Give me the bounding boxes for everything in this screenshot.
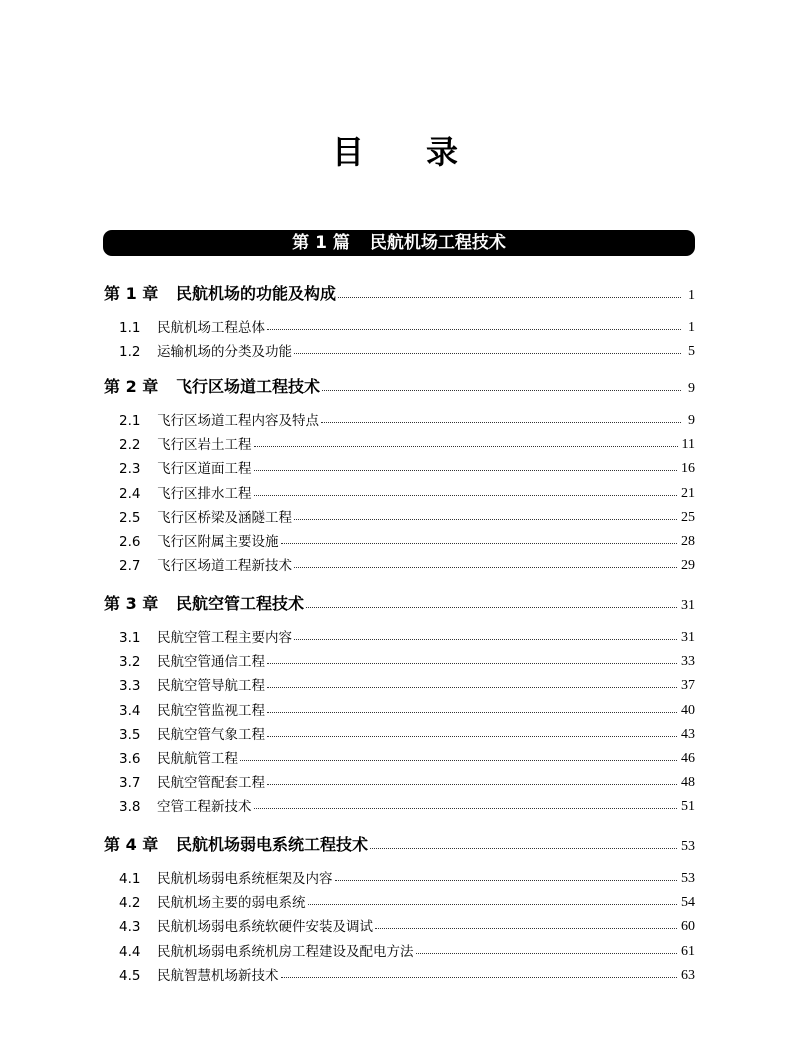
section-title: 民航空管工程主要内容 xyxy=(157,630,292,646)
toc-chapter-entry[interactable] xyxy=(104,833,695,855)
page-number: 5 xyxy=(688,344,695,360)
toc-section-entry[interactable] xyxy=(119,648,695,670)
page-number: 16 xyxy=(681,461,695,477)
dot-leader xyxy=(322,389,681,391)
chapter-number: 第 3 章 xyxy=(104,594,159,613)
chapter-number: 第 1 章 xyxy=(104,284,159,303)
dot-leader xyxy=(267,783,677,785)
toc-section-entry[interactable] xyxy=(119,407,695,429)
toc-section-entry[interactable] xyxy=(119,504,695,526)
section-number: 4.3 xyxy=(119,919,141,936)
dot-leader xyxy=(294,566,677,568)
section-number: 3.6 xyxy=(119,751,141,767)
section-title: 飞行区场道工程新技术 xyxy=(157,558,292,575)
dot-leader xyxy=(281,542,678,544)
toc-section-entry[interactable] xyxy=(119,431,695,453)
toc-section-entry[interactable] xyxy=(119,455,695,477)
page-number: 63 xyxy=(681,967,695,983)
section-number: 2.4 xyxy=(119,485,141,502)
section-title: 民航机场主要的弱电系统 xyxy=(157,895,306,912)
toc-section-entry[interactable] xyxy=(119,338,695,360)
page-number: 61 xyxy=(681,943,695,959)
section-number: 1.2 xyxy=(119,344,141,361)
section-number: 2.3 xyxy=(119,461,141,478)
section-title: 民航空管导航工程 xyxy=(157,678,265,695)
section-title: 运输机场的分类及功能 xyxy=(157,344,292,361)
page-number: 31 xyxy=(681,630,695,645)
section-number: 4.5 xyxy=(119,967,141,984)
section-title: 空管工程新技术 xyxy=(157,799,252,816)
section-title: 民航机场工程总体 xyxy=(157,320,265,336)
section-title: 民航机场弱电系统机房工程建设及配电方法 xyxy=(157,943,414,960)
toc-section-entry[interactable] xyxy=(119,624,695,646)
page-number: 43 xyxy=(681,726,695,742)
toc-section-entry[interactable] xyxy=(119,769,695,791)
section-title: 民航空管气象工程 xyxy=(157,726,265,743)
section-number: 3.3 xyxy=(119,678,141,695)
toc-section-entry[interactable] xyxy=(119,480,695,502)
dot-leader xyxy=(335,879,678,881)
page-number: 11 xyxy=(681,437,695,453)
dot-leader xyxy=(306,606,677,608)
dot-leader xyxy=(254,807,678,809)
toc-section-entry[interactable] xyxy=(119,889,695,911)
chapter-title: 民航机场的功能及构成 xyxy=(176,284,337,303)
page-number: 1 xyxy=(688,320,695,335)
dot-leader xyxy=(294,352,681,354)
section-number: 4.2 xyxy=(119,895,141,912)
section-title: 民航机场弱电系统软硬件安装及调试 xyxy=(157,919,373,936)
dot-leader xyxy=(267,711,677,713)
dot-leader xyxy=(240,759,677,761)
toc-section-entry[interactable] xyxy=(119,938,695,960)
page-number: 33 xyxy=(681,654,695,670)
dot-leader xyxy=(267,686,677,688)
page-title xyxy=(0,130,790,174)
page-number: 28 xyxy=(681,534,695,549)
title-char-1: 目 xyxy=(331,133,364,171)
section-title: 民航空管配套工程 xyxy=(157,775,265,792)
section-title: 飞行区岩土工程 xyxy=(157,437,252,454)
toc-section-entry[interactable] xyxy=(119,672,695,694)
toc-section-entry[interactable] xyxy=(119,793,695,815)
dot-leader xyxy=(375,927,677,929)
section-title: 飞行区桥梁及涵隧工程 xyxy=(157,509,292,526)
section-title: 飞行区场道工程内容及特点 xyxy=(157,413,319,429)
page-number: 60 xyxy=(681,919,695,935)
dot-leader xyxy=(254,494,678,496)
section-number: 1.1 xyxy=(119,320,141,336)
dot-leader xyxy=(294,638,677,640)
toc-section-entry[interactable] xyxy=(119,721,695,743)
page-number: 9 xyxy=(688,381,695,396)
section-number: 4.4 xyxy=(119,943,141,960)
dot-leader xyxy=(254,445,678,447)
dot-leader xyxy=(308,903,678,905)
part-title: 民航机场工程技术 xyxy=(369,233,506,253)
page-number: 46 xyxy=(681,751,695,766)
page-number: 25 xyxy=(681,509,695,525)
toc-section-entry[interactable] xyxy=(119,552,695,574)
section-number: 3.4 xyxy=(119,702,141,719)
toc-section-entry[interactable] xyxy=(119,528,695,550)
chapter-number: 第 4 章 xyxy=(104,835,159,854)
page-number: 48 xyxy=(681,775,695,791)
dot-leader xyxy=(321,421,681,423)
toc-chapter-entry[interactable] xyxy=(104,375,695,397)
section-number: 3.7 xyxy=(119,775,141,792)
section-number: 2.5 xyxy=(119,509,141,526)
section-title: 民航空管通信工程 xyxy=(157,654,265,671)
toc-section-entry[interactable] xyxy=(119,697,695,719)
chapter-title: 飞行区场道工程技术 xyxy=(176,377,321,396)
part-banner xyxy=(103,230,695,256)
chapter-title: 民航机场弱电系统工程技术 xyxy=(176,835,369,854)
page-number: 40 xyxy=(681,702,695,718)
section-title: 民航智慧机场新技术 xyxy=(157,967,279,984)
toc-section-entry[interactable] xyxy=(119,913,695,935)
part-label: 第 1 篇 xyxy=(292,233,350,253)
section-number: 3.1 xyxy=(119,630,141,646)
toc-section-entry[interactable] xyxy=(119,865,695,887)
page-number: 29 xyxy=(681,558,695,574)
dot-leader xyxy=(267,662,677,664)
section-title: 民航空管监视工程 xyxy=(157,702,265,719)
section-title: 飞行区附属主要设施 xyxy=(157,534,279,550)
dot-leader xyxy=(267,328,681,330)
toc-section-entry[interactable] xyxy=(119,314,695,336)
page-number: 37 xyxy=(681,678,695,694)
dot-leader xyxy=(267,735,677,737)
section-number: 2.7 xyxy=(119,558,141,575)
section-number: 2.1 xyxy=(119,413,141,429)
dot-leader xyxy=(294,518,677,520)
dot-leader xyxy=(254,469,678,471)
page-number: 53 xyxy=(681,839,695,854)
toc-chapter-entry[interactable] xyxy=(104,282,695,304)
section-number: 3.8 xyxy=(119,799,141,816)
section-number: 2.2 xyxy=(119,437,141,454)
page-number: 54 xyxy=(681,895,695,911)
dot-leader xyxy=(370,847,677,849)
toc-section-entry[interactable] xyxy=(119,962,695,984)
title-char-2: 录 xyxy=(426,133,459,171)
section-number: 4.1 xyxy=(119,871,141,887)
toc-chapter-entry[interactable] xyxy=(104,592,695,614)
page-number: 21 xyxy=(681,485,695,501)
section-number: 3.5 xyxy=(119,726,141,743)
dot-leader xyxy=(338,296,681,298)
section-number: 2.6 xyxy=(119,534,141,550)
page-number: 1 xyxy=(688,288,695,303)
toc-section-entry[interactable] xyxy=(119,745,695,767)
page-number: 31 xyxy=(681,598,695,613)
section-title: 飞行区道面工程 xyxy=(157,461,252,478)
section-number: 3.2 xyxy=(119,654,141,671)
section-title: 飞行区排水工程 xyxy=(157,485,252,502)
dot-leader xyxy=(281,976,678,978)
page-number: 53 xyxy=(681,871,695,886)
chapter-number: 第 2 章 xyxy=(104,377,159,396)
section-title: 民航航管工程 xyxy=(157,751,238,767)
dot-leader xyxy=(416,952,678,954)
section-title: 民航机场弱电系统框架及内容 xyxy=(157,871,333,887)
page-number: 9 xyxy=(688,413,695,428)
page-number: 51 xyxy=(681,799,695,815)
chapter-title: 民航空管工程技术 xyxy=(176,594,305,613)
